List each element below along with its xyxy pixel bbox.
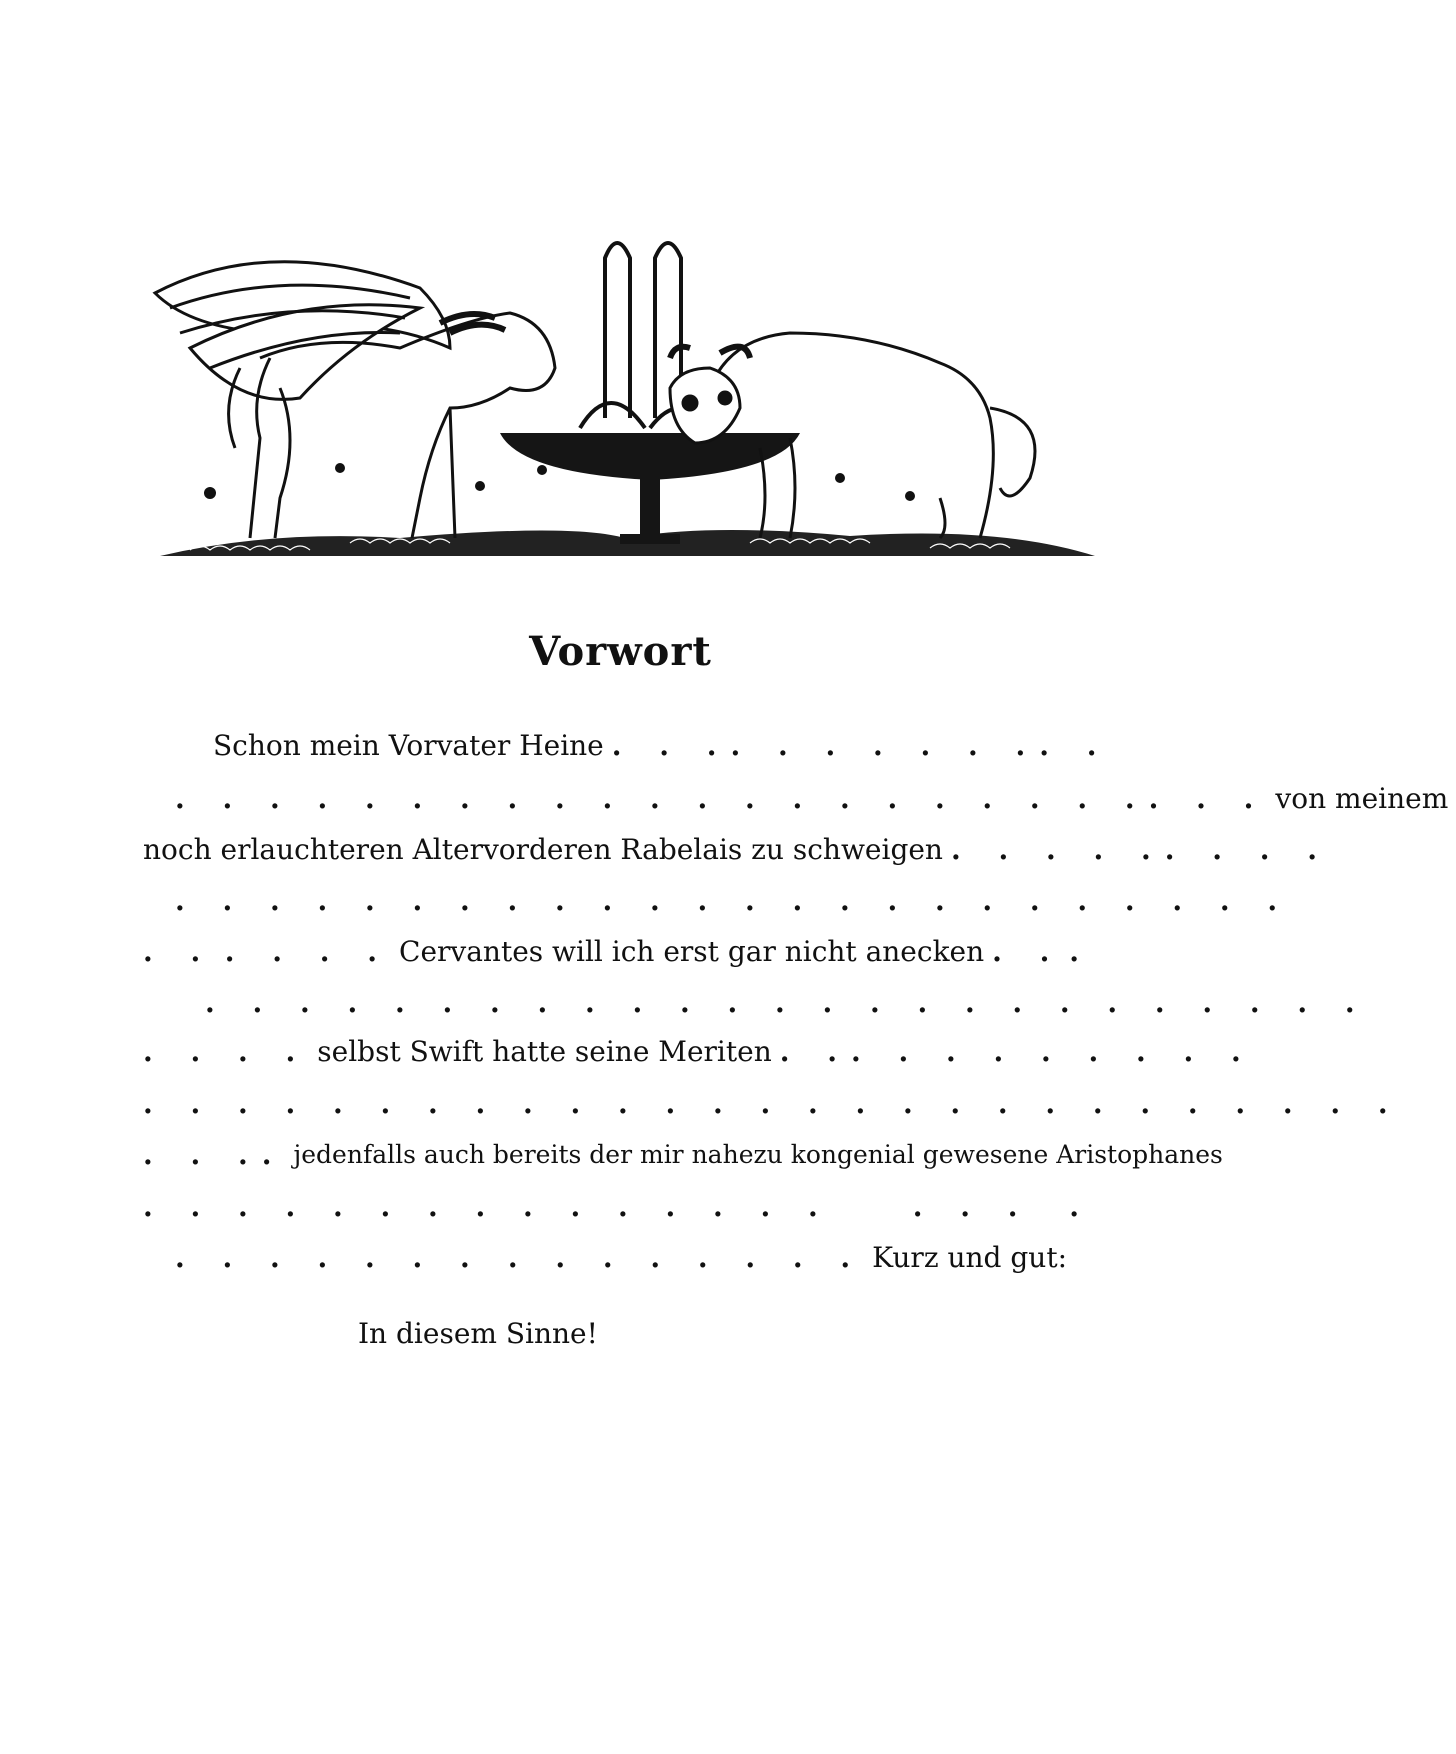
pegasus <box>155 262 555 538</box>
text-line-11 <box>175 1234 1075 1280</box>
line-12-text: In diesem Sinne! <box>358 1316 598 1350</box>
line-10-dots-b: . . . <box>912 1189 1032 1223</box>
line-3-text: noch erlauchteren Altervorderen Rabelais zu schweigen <box>143 832 943 866</box>
line-7-dots-a: . . . . <box>143 1034 310 1068</box>
line-11-dots-b: . . . . . . . . <box>507 1240 865 1274</box>
text-line-10 <box>143 1183 1093 1229</box>
line-11-dots-a: . . . . . . . <box>175 1240 484 1274</box>
text-line-1 <box>205 722 1111 768</box>
line-9-dots-a: . . . <box>143 1137 262 1171</box>
line-3-dots-b: . . . . <box>1164 832 1331 866</box>
line-7-dots-b: . . <box>779 1034 851 1068</box>
line-1-dots-c: . . <box>1039 728 1111 762</box>
line-7-text: selbst Swift hatte seine Meriten <box>317 1034 772 1068</box>
text-line-2 <box>175 775 1449 821</box>
vignette-illustration <box>150 238 1100 568</box>
line-10-dots-a: . . . . . . . . . . . . . . . <box>143 1189 832 1223</box>
line-5-dots-c: . . <box>992 934 1064 968</box>
line-5-dots-a: . . <box>143 934 215 968</box>
line-1-dots-b: . . . . . . . <box>730 728 1040 762</box>
line-7-dots-c: . . . . . . . . . <box>851 1034 1255 1068</box>
line-5-text: Cervantes will ich erst gar nicht anecken <box>399 934 985 968</box>
text-line-6 <box>205 979 1369 1025</box>
line-5-dots-b: . . . . <box>224 934 392 968</box>
line-9-dots-b: . <box>261 1137 286 1171</box>
text-line-9 <box>143 1131 1223 1177</box>
line-1-text: Schon mein Vorvater Heine <box>213 728 604 762</box>
line-8-dots: . . . . . . . . . . . . . . . . . . . . . . . . . . . <box>143 1086 1402 1120</box>
line-3-dots-a: . . . . . <box>950 832 1165 866</box>
line-5-dots-d: . <box>1069 934 1093 968</box>
line-1-dots-a: . . . <box>611 728 731 762</box>
line-4-dots: . . . . . . . . . . . . . . . . . . . . . . . . <box>175 883 1292 917</box>
line-11-text: Kurz und gut: <box>872 1240 1067 1274</box>
text-line-3 <box>143 826 1331 872</box>
text-line-4 <box>175 877 1292 923</box>
line-2-dots-a: . . . . . . . . . . . . . . . . . . . . . <box>175 781 1149 815</box>
line-2-text: von meinem <box>1275 781 1449 815</box>
text-line-7 <box>143 1028 1255 1074</box>
text-line-5 <box>143 928 1093 974</box>
page-title: Vorwort <box>529 628 712 675</box>
line-2-dots-b: . . . <box>1148 781 1268 815</box>
text-line-8 <box>143 1080 1402 1126</box>
line-10-dots-c: . <box>1069 1189 1093 1223</box>
flowers <box>204 463 915 501</box>
line-9-text: jedenfalls auch bereits der mir nahezu kongenial gewesene Aristophanes <box>293 1139 1223 1169</box>
line-6-dots: . . . . . . . . . . . . . . . . . . . . . . . . . <box>205 985 1369 1019</box>
text-line-12 <box>350 1310 850 1356</box>
